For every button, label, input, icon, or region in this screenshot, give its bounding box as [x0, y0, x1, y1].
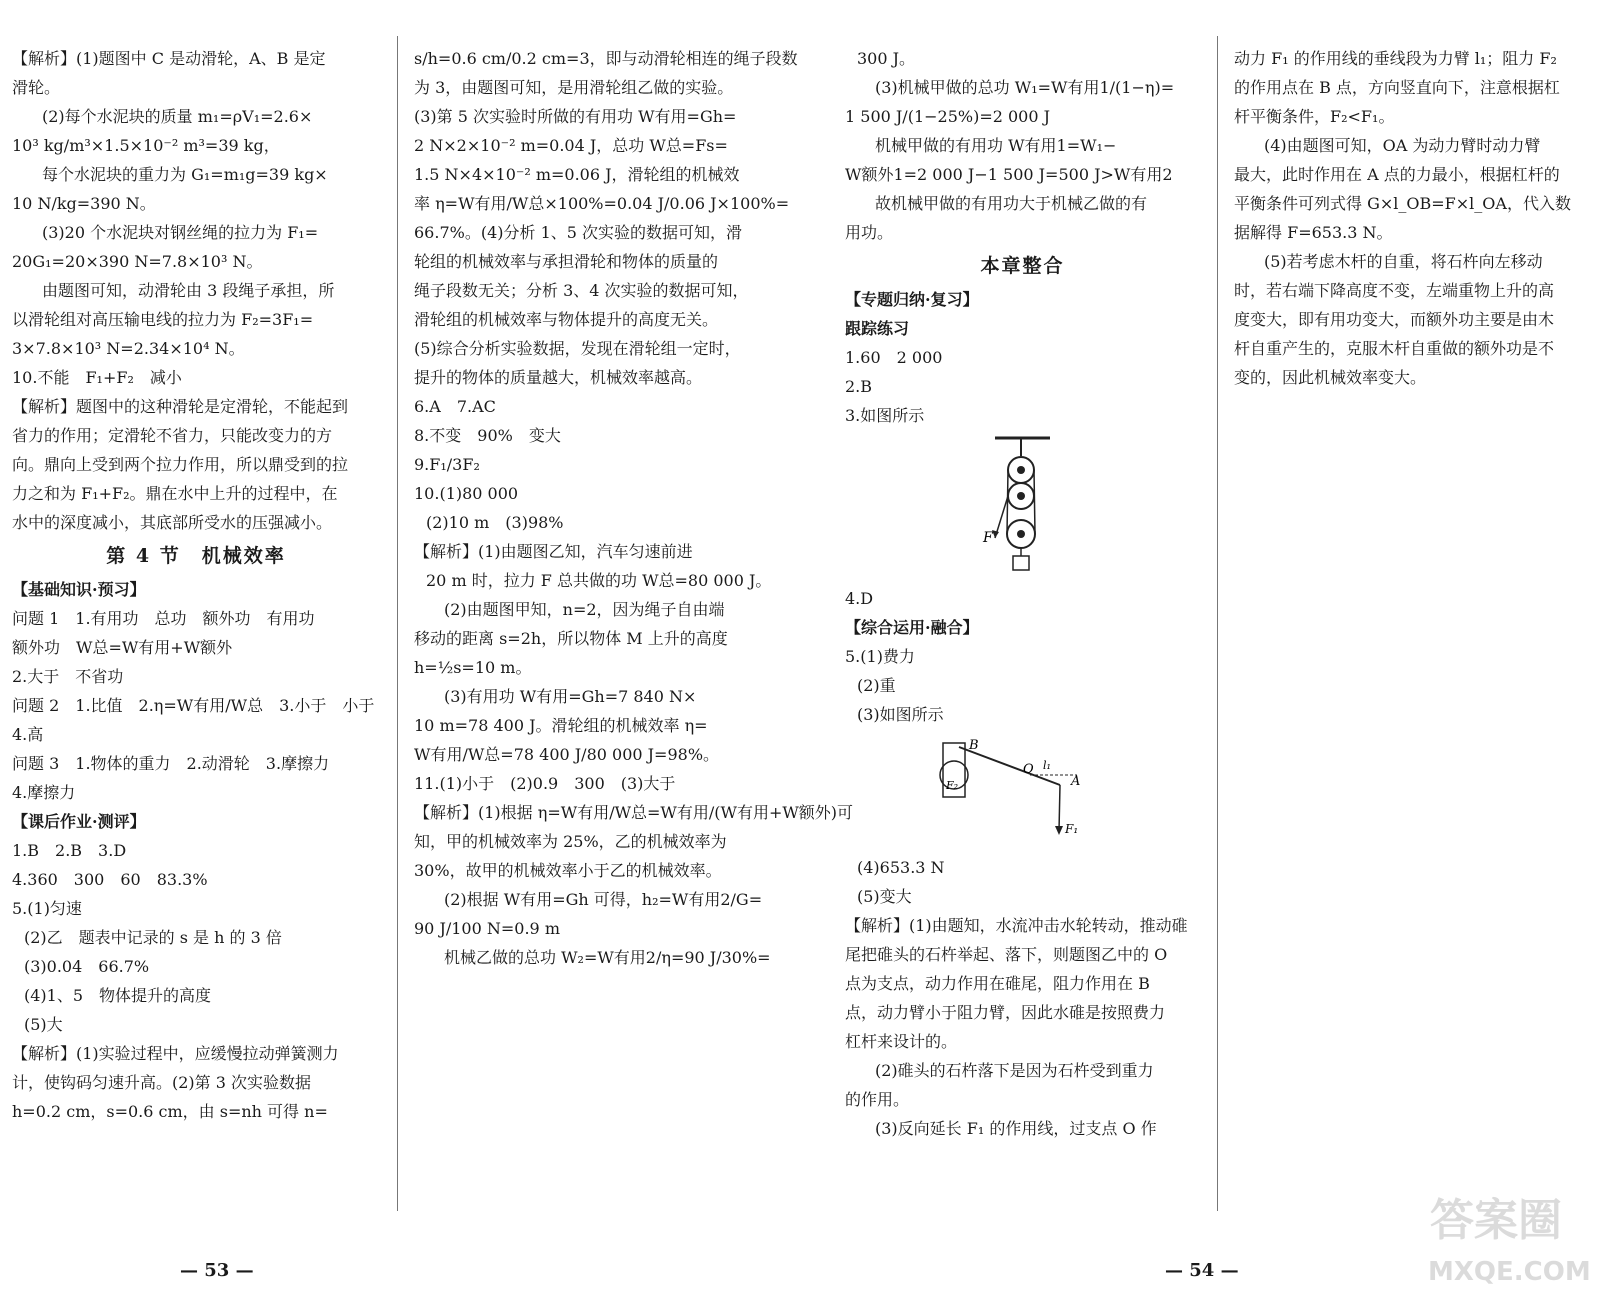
text-line: (5)大 [24, 1015, 63, 1034]
text-line: (3)0.04 66.7% [24, 957, 150, 976]
text-line: 轮组的机械效率与承担滑轮和物体的质量的 [414, 252, 719, 271]
text-line: (2)碓头的石杵落下是因为石杵受到重力 [875, 1061, 1154, 1080]
text-line: 杆平衡条件，F₂<F₁。 [1234, 107, 1395, 126]
text-line: 66.7%。(4)分析 1、5 次实验的数据可知，滑 [414, 223, 743, 242]
text-line: 据解得 F=653.3 N。 [1234, 223, 1393, 242]
text-line: 滑轮组的机械效率与物体提升的高度无关。 [414, 310, 719, 329]
column-1 [12, 44, 380, 1126]
text-line: 的作用。 [845, 1090, 910, 1109]
column-divider [397, 36, 398, 1211]
text-line: 10³ kg/m³×1.5×10⁻² m³=39 kg， [12, 136, 280, 155]
text-line: 问题 3 1.物体的重力 2.动滑轮 3.摩擦力 [12, 754, 330, 773]
text-line: 机械乙做的总功 W₂=W有用2/η=90 J/30%= [444, 948, 771, 967]
text-line: (2)乙 题表中记录的 s 是 h 的 3 倍 [24, 928, 282, 947]
text-line: 4.摩擦力 [12, 783, 76, 802]
text-line: 最大，此时作用在 A 点的力最小，根据杠杆的 [1234, 165, 1560, 184]
text-line: 跟踪练习 [845, 319, 910, 338]
section-heading: 本章整合 [980, 255, 1065, 277]
text-line: 【课后作业·测评】 [12, 812, 146, 831]
text-line: 杠杆来设计的。 [845, 1032, 958, 1051]
lever-label-f1: F₁ [1065, 822, 1079, 836]
page-number-left: — 53 — [180, 1260, 254, 1281]
text-line: 度变大，即有用功变大，而额外功主要是由木 [1234, 310, 1555, 329]
text-line: h=0.2 cm，s=0.6 cm，由 s=nh 可得 n= [12, 1102, 328, 1121]
column-4 [1234, 44, 1589, 392]
text-line: (3)有用功 W有用=Gh=7 840 N× [444, 687, 697, 706]
column-divider [1217, 36, 1218, 1211]
text-line: 90 J/100 N=0.9 m [414, 919, 560, 938]
text-line: (4)1、5 物体提升的高度 [24, 986, 212, 1005]
text-line: W有用/W总=78 400 J/80 000 J=98%。 [414, 745, 720, 764]
text-line: h=½s=10 m。 [414, 658, 532, 677]
text-line: 平衡条件可列式得 G×l_OB=F×l_OA，代入数 [1234, 194, 1571, 213]
text-line: 故机械甲做的有用功大于机械乙做的有 [875, 194, 1148, 213]
lever-diagram [845, 733, 1200, 843]
text-line: (2)由题图甲知，n=2，因为绳子自由端 [444, 600, 725, 619]
text-line: 2.大于 不省功 [12, 667, 124, 686]
text-line: (5)若考虑木杆的自重，将石杵向左移动 [1264, 252, 1543, 271]
text-line: (2)重 [857, 676, 896, 695]
text-line: 为 3，由题图可知，是用滑轮组乙做的实验。 [414, 78, 734, 97]
section-heading: 第 4 节 机械效率 [106, 545, 286, 567]
text-line: 10.不能 F₁+F₂ 减小 [12, 368, 182, 387]
text-line: 点，动力臂小于阻力臂，因此水碓是按照费力 [845, 1003, 1166, 1022]
text-line: 绳子段数无关；分析 3、4 次实验的数据可知， [414, 281, 749, 300]
text-line: 力之和为 F₁+F₂。鼎在水中上升的过程中，在 [12, 484, 338, 503]
text-line: 【解析】(1)由题图乙知，汽车匀速前进 [414, 542, 693, 561]
text-line: 10 m=78 400 J。滑轮组的机械效率 η= [414, 716, 708, 735]
pulley-diagram [845, 434, 1200, 574]
text-line: (2)根据 W有用=Gh 可得，h₂=W有用2/G= [444, 890, 763, 909]
text-line: 5.(1)匀速 [12, 899, 82, 918]
text-line: 额外功 W总=W有用+W额外 [12, 638, 233, 657]
text-line: 杆自重产生的，克服木杆自重做的额外功是不 [1234, 339, 1555, 358]
text-line: 知，甲的机械效率为 25%，乙的机械效率为 [414, 832, 727, 851]
lever-label-l1: l₁ [1043, 759, 1051, 772]
page-number-right: — 54 — [1165, 1260, 1239, 1281]
lever-label-a: A [1071, 774, 1081, 789]
text-line: 【解析】(1)根据 η=W有用/W总=W有用/(W有用+W额外)可 [414, 803, 854, 822]
text-line: 9.F₁/3F₂ [414, 455, 480, 474]
text-line: 2 N×2×10⁻² m=0.04 J，总功 W总=Fs= [414, 136, 728, 155]
text-line: 2.B [845, 377, 873, 396]
pulley-force-label: F [983, 530, 993, 546]
text-line: 3.如图所示 [845, 406, 925, 425]
text-line: 4.高 [12, 725, 44, 744]
column-3-top [845, 44, 1200, 430]
text-line: 变的，因此机械效率变大。 [1234, 368, 1427, 387]
text-line: 由题图可知，动滑轮由 3 段绳子承担，所 [42, 281, 335, 300]
column-3-middle [845, 584, 1200, 729]
text-line: 1 500 J/(1−25%)=2 000 J [845, 107, 1051, 126]
text-line: 提升的物体的质量越大，机械效率越高。 [414, 368, 703, 387]
text-line: 8.不变 90% 变大 [414, 426, 561, 445]
text-line: 问题 2 1.比值 2.η=W有用/W总 3.小于 小于 [12, 696, 375, 715]
text-line: 10.(1)80 000 [414, 484, 519, 503]
text-line: (3)机械甲做的总功 W₁=W有用1/(1−η)= [875, 78, 1175, 97]
text-line: 20 m 时，拉力 F 总共做的功 W总=80 000 J。 [426, 571, 772, 590]
text-line: 【基础知识·预习】 [12, 580, 146, 599]
watermark-line1: 答案圈 [1430, 1195, 1562, 1246]
text-line: 【解析】(1)由题知，水流冲击水轮转动，推动碓 [845, 916, 1188, 935]
text-line: 机械甲做的有用功 W有用1=W₁− [875, 136, 1117, 155]
text-line: 的作用点在 B 点，方向竖直向下，注意根据杠 [1234, 78, 1560, 97]
text-line: 时，若右端下降高度不变，左端重物上升的高 [1234, 281, 1555, 300]
text-line: s/h=0.6 cm/0.2 cm=3，即与动滑轮相连的绳子段数 [414, 49, 798, 68]
text-line: 【解析】题图中的这种滑轮是定滑轮，不能起到 [12, 397, 349, 416]
column-2 [414, 44, 854, 972]
lever-label-o: O [1023, 762, 1034, 777]
column-3-bottom [845, 853, 1200, 1143]
text-line: W额外1=2 000 J−1 500 J=500 J>W有用2 [845, 165, 1173, 184]
text-line: (5)变大 [857, 887, 912, 906]
text-line: 3×7.8×10³ N=2.34×10⁴ N。 [12, 339, 245, 358]
text-line: 30%，故甲的机械效率小于乙的机械效率。 [414, 861, 722, 880]
text-line: 【解析】(1)题图中 C 是动滑轮，A、B 是定 [12, 49, 326, 68]
text-line: (5)综合分析实验数据，发现在滑轮组一定时， [414, 339, 741, 358]
watermark-logo [1420, 1180, 1590, 1290]
column-3 [845, 44, 1200, 1143]
text-line: 点为支点，动力作用在碓尾，阻力作用在 B [845, 974, 1150, 993]
text-line: 滑轮。 [12, 78, 61, 97]
text-line: 省力的作用；定滑轮不省力，只能改变力的方 [12, 426, 333, 445]
text-line: (4)由题图可知，OA 为动力臂时动力臂 [1264, 136, 1541, 155]
text-line: 【专题归纳·复习】 [845, 290, 979, 309]
text-line: 【综合运用·融合】 [845, 618, 979, 637]
watermark-line2: MXQE.COM [1428, 1257, 1591, 1287]
text-line: 移动的距离 s=2h，所以物体 M 上升的高度 [414, 629, 728, 648]
text-line: (2)10 m (3)98% [426, 513, 564, 532]
text-line: 向。鼎向上受到两个拉力作用，所以鼎受到的拉 [12, 455, 349, 474]
text-line: 4.360 300 60 83.3% [12, 870, 208, 889]
text-line: 水中的深度减小，其底部所受水的压强减小。 [12, 513, 333, 532]
text-line: 动力 F₁ 的作用线的垂线段为力臂 l₁；阻力 F₂ [1234, 49, 1557, 68]
text-line: 尾把碓头的石杵举起、落下，则题图乙中的 O [845, 945, 1168, 964]
text-line: 每个水泥块的重力为 G₁=m₁g=39 kg× [42, 165, 328, 184]
text-line: 10 N/kg=390 N。 [12, 194, 156, 213]
text-line: 5.(1)费力 [845, 647, 915, 666]
text-line: 20G₁=20×390 N=7.8×10³ N。 [12, 252, 263, 271]
text-line: 1.B 2.B 3.D [12, 841, 127, 860]
text-line: 问题 1 1.有用功 总功 额外功 有用功 [12, 609, 315, 628]
text-line: (3)20 个水泥块对钢丝绳的拉力为 F₁= [42, 223, 319, 242]
text-line: (3)第 5 次实验时所做的有用功 W有用=Gh= [414, 107, 737, 126]
text-line: 率 η=W有用/W总×100%=0.04 J/0.06 J×100%= [414, 194, 790, 213]
text-line: 6.A 7.AC [414, 397, 496, 416]
text-line: 300 J。 [857, 49, 916, 68]
text-line: (4)653.3 N [857, 858, 945, 877]
text-line: (2)每个水泥块的质量 m₁=ρV₁=2.6× [42, 107, 313, 126]
text-line: (3)反向延长 F₁ 的作用线，过支点 O 作 [875, 1119, 1157, 1138]
lever-label-b: B [969, 738, 979, 753]
text-line: 1.60 2 000 [845, 348, 943, 367]
text-line: 用功。 [845, 223, 894, 242]
text-line: 4.D [845, 589, 874, 608]
text-line: 计，使钩码匀速升高。(2)第 3 次实验数据 [12, 1073, 312, 1092]
lever-label-f2: F₂ [946, 779, 959, 792]
text-line: 1.5 N×4×10⁻² m=0.06 J，滑轮组的机械效 [414, 165, 740, 184]
text-line: 以滑轮组对高压输电线的拉力为 F₂=3F₁= [12, 310, 314, 329]
text-line: (3)如图所示 [857, 705, 944, 724]
text-line: 11.(1)小于 (2)0.9 300 (3)大于 [414, 774, 676, 793]
text-line: 【解析】(1)实验过程中，应缓慢拉动弹簧测力 [12, 1044, 339, 1063]
